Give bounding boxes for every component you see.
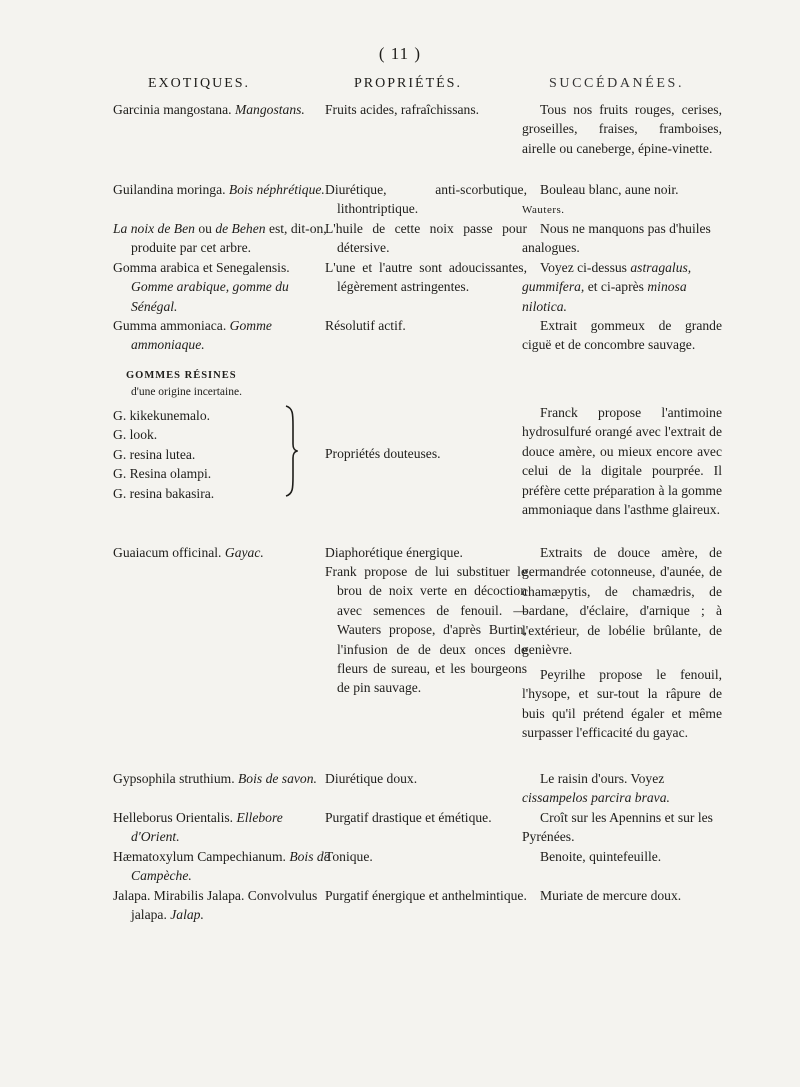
entry-gumma-prop: Résolutif actif. [325, 318, 406, 333]
list-item: G. Resina olampi. [113, 466, 212, 482]
entry-helleborus-name: Helleborus Orientalis. Ellebore d'Orient. [113, 810, 283, 845]
entry-gomma-name: Gomma arabica et Senegalensis. Gomme arabique, gomme du Sénégal. [113, 260, 290, 314]
entry-gypsophila-succ: Le raisin d'ours. Voyez cissampelos parcira brava. [522, 771, 670, 806]
entry-gypsophila-name: Gypsophila struthium. Bois de savon. [113, 771, 317, 786]
entry-guaiacum-name: Guaiacum officinal. Gayac. [113, 545, 264, 560]
entry-helleborus-succ: Croît sur les Apennins et sur les Pyrénées. [522, 810, 713, 845]
entry-garcinia-common: Mangostans. [234, 102, 305, 117]
header-exotiques: EXOTIQUES. [148, 76, 251, 91]
list-item: G. kikekunemalo. [113, 408, 211, 423]
entry-gomma-common: Gomme arabique, gomme du Sénégal. [131, 279, 289, 314]
entry-gomma-prop: L'une et l'autre sont adoucissantes, légèrement astringentes. [325, 260, 527, 295]
gommes-resines-title: GOMMES RÉSINES [126, 370, 237, 381]
page-number: ( 11 ) [378, 44, 422, 63]
header-proprietes: PROPRIÉTÉS. [354, 76, 462, 91]
entry-jalapa-prop: Purgatif énergique et anthelmintique. [325, 888, 527, 903]
entry-garcinia-succ: Tous nos fruits rouges, cerises, groseilles, fraises, framboises, airelle ou caneberge, épine-vinette. [522, 102, 722, 156]
entry-guilandina-name: Guilandina moringa. Bois néphrétique. [113, 182, 325, 197]
entry-haematoxylum-common: Bois de Campèche. [131, 849, 330, 884]
curly-brace-icon [284, 404, 298, 498]
entry-guaiacum-prop-2: Frank propose de lui substituer le brou de noix verte en décoction avec semences de fenouil. — Wauters propose, d'après Burtin, l'infusion de de deux onces de fleurs de sureau, et les bourgeons de pin sauvage. [325, 564, 527, 696]
entry-gomma-succ: Voyez ci-dessus astragalus, gummifera, et ci-après minosa nilotica. [522, 260, 692, 314]
entry-guilandina-common: Bois néphrétique. [228, 182, 325, 197]
entry-guaiacum-prop-1: Diaphorétique énergique. [325, 545, 463, 560]
gommes-resines-list [113, 406, 214, 503]
author-wauters: Wauters. [522, 204, 565, 217]
entry-guilandina-succ-1: Bouleau blanc, aune noir. Wauters. [522, 182, 679, 217]
entry-haematoxylum-succ: Benoite, quintefeuille. [540, 849, 662, 864]
entry-gumma-succ: Extrait gommeux de grande ciguë et de concombre sauvage. [522, 318, 722, 353]
entry-guaiacum-succ-2: Peyrilhe propose le fenouil, l'hysope, et sur-tout la râpure de buis qu'il prétend égaler et même surpasser l'efficacité du gayac. [522, 667, 722, 741]
entry-helleborus-common: Ellebore d'Orient. [131, 810, 283, 845]
entry-helleborus-prop: Purgatif drastique et émétique. [325, 810, 492, 825]
entry-garcinia-name: Garcinia mangostana. Mangostans. [113, 102, 305, 117]
entry-gypsophila-prop: Diurétique doux. [325, 771, 418, 786]
gommes-resines-subtitle: d'une origine incertaine. [131, 386, 242, 398]
entry-gommes-resines-prop: Propriétés douteuses. [325, 446, 441, 461]
entry-gommes-resines-succ: Franck propose l'antimoine hydrosulfuré orangé avec l'extrait de douce amère, ou mieux encore avec celui de la digitale pourprée. Il préfère cette préparation à la gomme ammoniaque dans l'asthme glaireux. [522, 405, 722, 518]
entry-haematoxylum-name: Hæmatoxylum Campechianum. Bois de Campèche. [113, 849, 330, 884]
list-item: G. resina bakasira. [113, 485, 215, 501]
entry-haematoxylum-prop: Tonique. [325, 849, 373, 864]
entry-gumma-common: Gomme ammoniaque. [131, 318, 272, 353]
entry-guaiacum-succ-1: Extraits de douce amère, de germandrée cotonneuse, d'aunée, de chamæpytis, de chamædris, de bardane, d'éclaire, d'arnique ; à l'extérieur, de lobélie brûlante, de genièvre. [522, 545, 722, 658]
entry-jalapa-common: Jalap. [170, 907, 204, 923]
entry-gypsophila-common: Bois de savon. [238, 771, 317, 786]
list-item: G. look. [113, 427, 158, 443]
entry-jalapa-succ: Muriate de mercure doux. [540, 888, 682, 903]
entry-jalapa-name: Jalapa. Mirabilis Jalapa. Convolvulus jalapa. Jalap. [113, 888, 318, 923]
entry-guilandina-prop-2: L'huile de cette noix passe pour détersive. [325, 221, 527, 256]
header-succedanees: SUCCÉDANÉES. [549, 76, 685, 91]
entry-gumma-name: Gumma ammoniaca. Gomme ammoniaque. [113, 318, 272, 353]
entry-guaiacum-common: Gayac. [224, 545, 264, 560]
entry-guilandina-note: La noix de Ben ou de Behen est, dit-on, produite par cet arbre. [113, 221, 327, 256]
list-item: G. resina lutea. [113, 446, 196, 462]
entry-guilandina-prop-1: Diurétique, anti-scorbutique, lithontriptique. [325, 182, 527, 217]
entry-garcinia-prop: Fruits acides, rafraîchissans. [325, 102, 480, 117]
entry-guilandina-succ-2: Nous ne manquons pas d'huiles analogues. [522, 221, 711, 256]
